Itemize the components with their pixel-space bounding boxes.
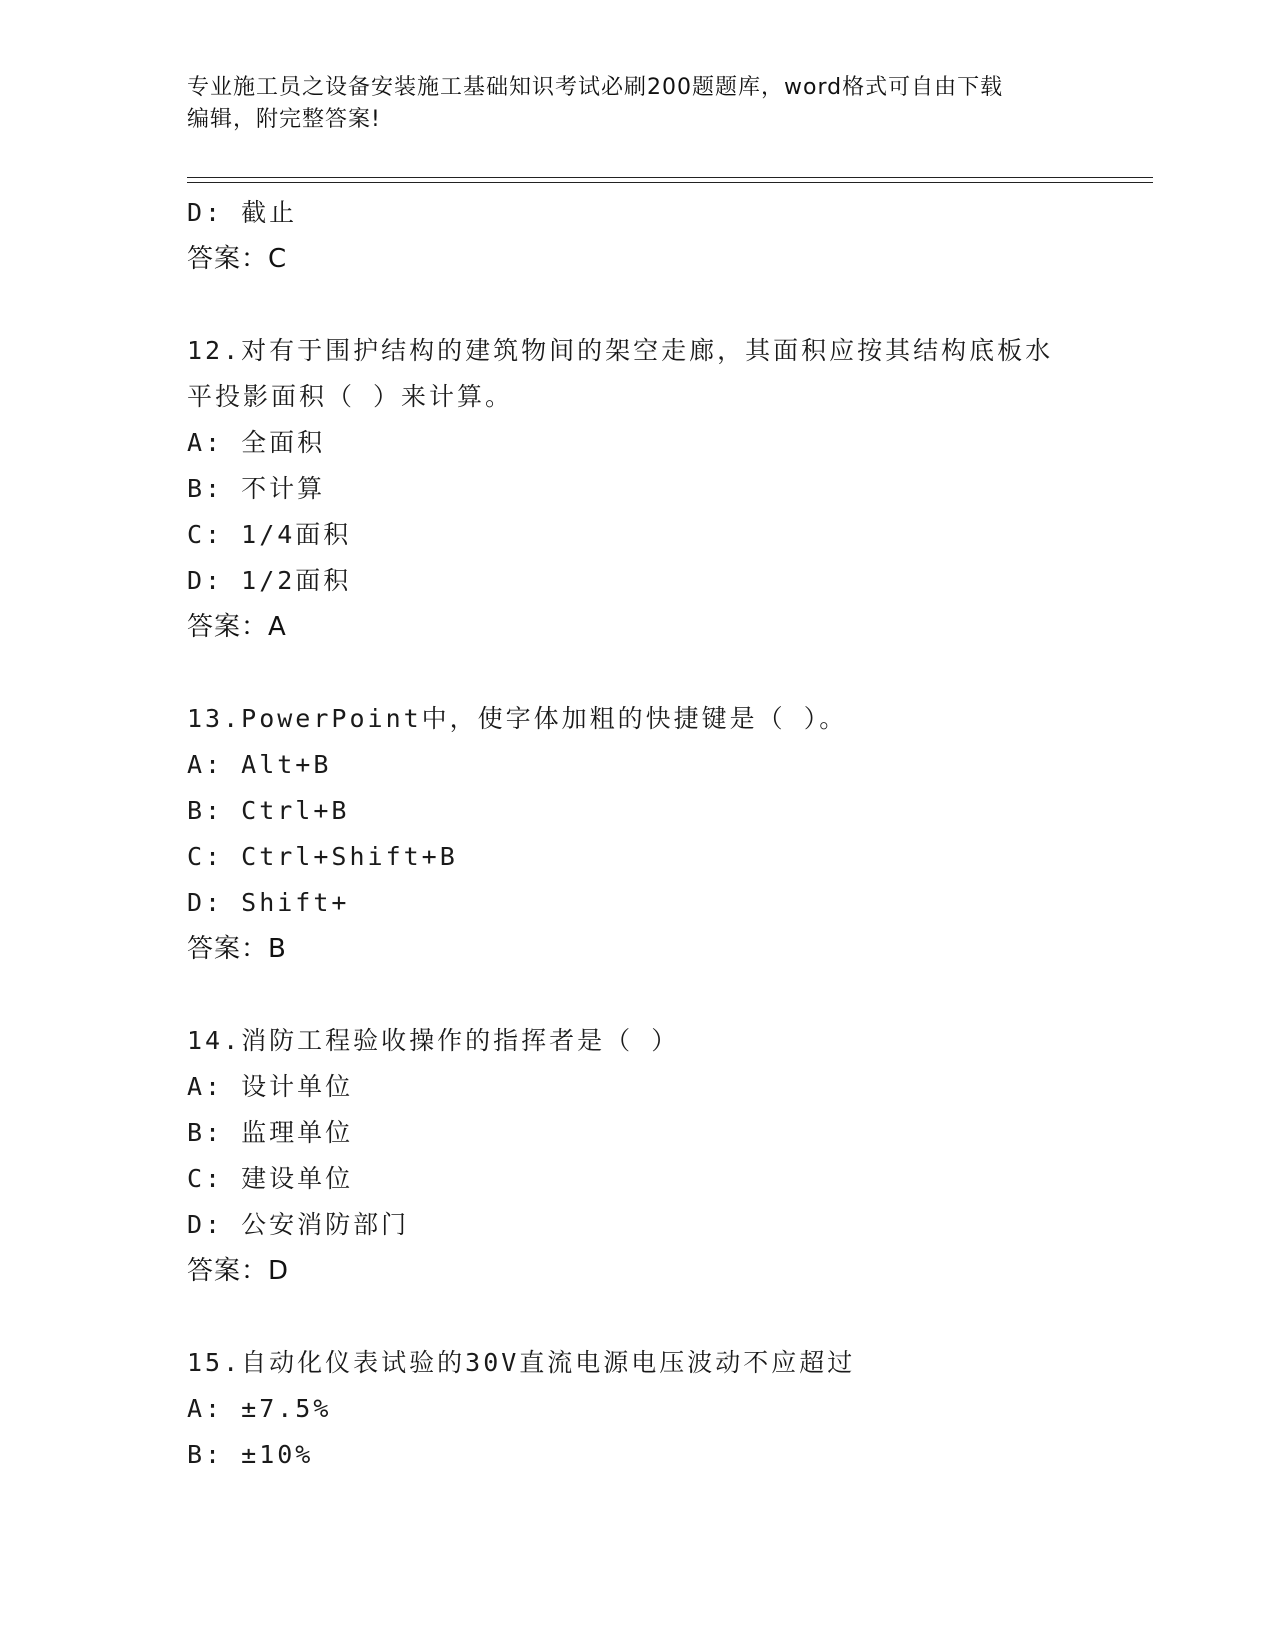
- option-line: D: Shift+: [187, 888, 350, 917]
- question-text: 14.消防工程验收操作的指挥者是（ ）: [187, 1026, 680, 1055]
- spacer: [187, 972, 1087, 1018]
- option-line: B: 不计算: [187, 474, 326, 503]
- document-header: [187, 72, 1087, 136]
- option-line: A: ±7.5%: [187, 1394, 332, 1423]
- question-text: 12.对有于围护结构的建筑物间的架空走廊，其面积应按其结构底板水: [187, 336, 1054, 365]
- header-divider-top: [187, 177, 1153, 178]
- option-line: D: 公安消防部门: [187, 1210, 410, 1239]
- option-line: D: 1/2面积: [187, 566, 352, 595]
- answer-line: 答案：A: [187, 612, 287, 642]
- option-line: D: 截止: [187, 198, 298, 227]
- header-title-line-2: 编辑，附完整答案!: [187, 107, 381, 132]
- option-line: C: Ctrl+Shift+B: [187, 842, 458, 871]
- question-list: [187, 190, 1087, 1478]
- spacer: [187, 282, 1087, 328]
- question-text: 13.PowerPoint中，使字体加粗的快捷键是（ ）。: [187, 704, 848, 733]
- option-line: A: Alt+B: [187, 750, 332, 779]
- option-line: B: Ctrl+B: [187, 796, 350, 825]
- question-text: 平投影面积（ ）来计算。: [187, 382, 514, 411]
- header-divider-bottom: [187, 182, 1153, 183]
- option-line: B: 监理单位: [187, 1118, 354, 1147]
- header-title-line-1: 专业施工员之设备安装施工基础知识考试必刷200题题库，word格式可自由下载: [187, 75, 1004, 100]
- option-line: A: 全面积: [187, 428, 326, 457]
- option-line: B: ±10%: [187, 1440, 314, 1469]
- spacer: [187, 650, 1087, 696]
- answer-line: 答案：D: [187, 1256, 290, 1286]
- spacer: [187, 1294, 1087, 1340]
- answer-line: 答案：C: [187, 244, 288, 274]
- option-line: C: 建设单位: [187, 1164, 354, 1193]
- question-text: 15.自动化仪表试验的30V直流电源电压波动不应超过: [187, 1348, 856, 1377]
- option-line: A: 设计单位: [187, 1072, 354, 1101]
- answer-line: 答案：B: [187, 934, 287, 964]
- option-line: C: 1/4面积: [187, 520, 352, 549]
